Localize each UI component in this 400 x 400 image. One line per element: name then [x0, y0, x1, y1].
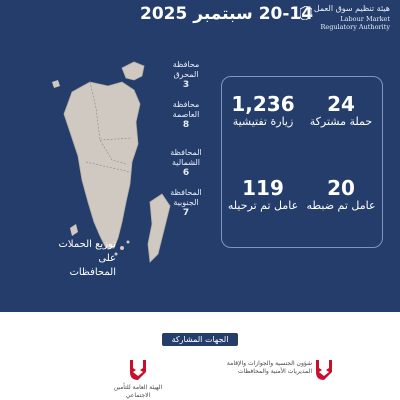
stat-workers-caught: 20 عامل تم ضبطه: [306, 176, 376, 212]
partner-right-name: شؤون الجنسية والجوازات والإقامة: [226, 360, 312, 367]
label-southern: المحافظة الجنوبية 7: [170, 188, 202, 218]
partner-logo-right: [222, 360, 332, 400]
label-capital: محافظة العاصمة 8: [172, 100, 200, 130]
lmra-emblem-icon: [300, 6, 312, 20]
logo-text-en-2: Regulatory Authority: [320, 23, 390, 31]
stat-workers-deported: 119 عامل تم ترحيله: [227, 176, 299, 212]
partner-right-name-2: المديريات الأمنية والمحافظات: [237, 368, 312, 375]
logo-text-en-1: Labour Market: [340, 15, 390, 23]
main-island: [64, 82, 140, 248]
stats-box: [221, 76, 383, 248]
lmra-logo: [300, 4, 390, 31]
label-northern: المحافظة الشمالية 6: [170, 148, 202, 178]
participants-title: الجهات المشاركة: [162, 333, 239, 346]
date-range: 20-14 سبتمبر 2025: [140, 4, 314, 24]
stat-inspection-visits: 1,236 زيارة تفتيشية: [231, 92, 295, 128]
partner-left-name: الهيئة العامة للتأمين الاجتماعي: [113, 384, 163, 399]
bahrain-emblem-icon: [130, 360, 146, 380]
muharraq-island: [122, 62, 144, 80]
stat-joint-campaigns: 24 حملة مشتركة: [309, 92, 373, 128]
partner-logo-left: [110, 360, 166, 400]
logo-text-ar: هيئة تنظيم سوق العمل: [313, 4, 390, 13]
participants-title-row: [0, 327, 400, 346]
label-muharraq: محافظة المحرق 3: [172, 60, 200, 90]
bahrain-emblem-icon-2: [316, 360, 332, 380]
map-caption: توزيع الحملات على المحافظات: [58, 239, 116, 278]
